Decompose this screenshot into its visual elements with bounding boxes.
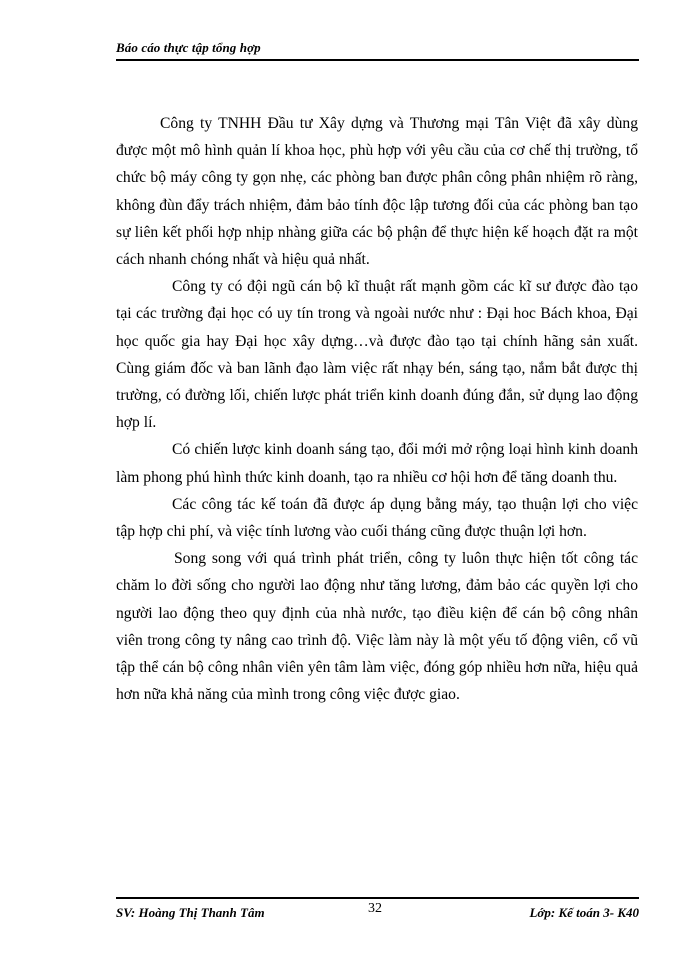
paragraph-management-model: Công ty TNHH Đầu tư Xây dựng và Thương mại Tân Việt đã xây dùng được một mô hình quản lí khoa học, phù hợp với yêu cầu của cơ chế thị trường, tổ chức bộ máy công ty gọn nhẹ, các phòng ban được phân công phân nhiệm rõ ràng, không đùn đẩy trách nhiệm, đảm bảo tính độc lập tương đối của các phòng ban tạo sự liên kết phối hợp nhịp nhàng giữa các bộ phận để thực hiện kế hoạch đặt ra một cách nhanh chóng nhất và hiệu quả nhất. (116, 115, 638, 269)
paragraph-technical-staff: Công ty có đội ngũ cán bộ kĩ thuật rất mạnh gồm các kĩ sư được đào tạo tại các trường đại học có uy tín trong và ngoài nước như : Đại hoc Bách khoa, Đại học quốc gia hay Đại học xây dựng…và được đào tạo tại chính hãng sản xuất. Cùng giám đốc và ban lãnh đạo làm việc rất nhạy bén, sáng tạo, nắm bắt được thị trường, có đường lối, chiến lược phát triển kinh doanh đúng đắn, sử dụng lao động hợp lí. (116, 278, 638, 432)
paragraph-accounting-work: Các công tác kế toán đã được áp dụng bằng máy, tạo thuận lợi cho việc tập hợp chi phí, và việc tính lương vào cuối tháng cũng được thuận lợi hơn. (116, 495, 638, 541)
report-body (116, 110, 638, 708)
class-label: Lớp: Kế toán 3- K40 (529, 905, 639, 920)
header-divider (116, 59, 639, 61)
report-title: Báo cáo thực tập tổng hợp (116, 40, 261, 55)
paragraph-business-strategy: Có chiến lược kinh doanh sáng tạo, đổi mới mở rộng loại hình kinh doanh làm phong phú hình thức kinh doanh, tạo ra nhiều cơ hội hơn để tăng doanh thu. (116, 441, 638, 486)
paragraph-employee-welfare: Song song với quá trình phát triển, công ty luôn thực hiện tốt công tác chăm lo đời sống cho người lao động như tăng lương, đảm bảo các quyền lợi cho người lao động theo quy định của nhà nước, tạo điều kiện để cán bộ công nhân viên trong công ty nâng cao trình độ. Việc làm này là một yếu tố động viên, cổ vũ tập thể cán bộ công nhân viên yên tâm làm việc, đóng góp nhiều hơn nữa, hiệu quả hơn nữa khả năng của mình trong công việc được giao. (116, 550, 638, 704)
page-number: 32 (368, 901, 382, 916)
page-footer (116, 901, 639, 923)
student-name: SV: Hoàng Thị Thanh Tâm (116, 905, 265, 920)
footer-divider (116, 897, 639, 899)
page-header (116, 40, 639, 62)
